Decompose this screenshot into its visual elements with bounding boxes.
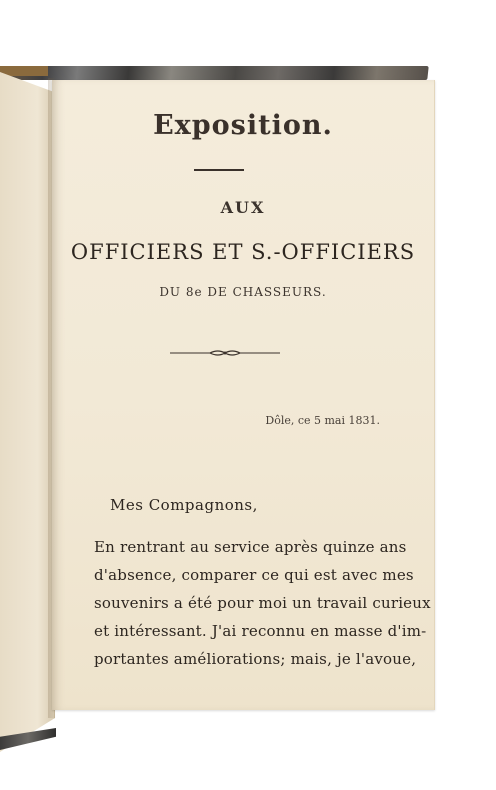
- body-line: et intéressant. J'ai reconnu en masse d'im-: [94, 622, 427, 640]
- heading-officiers: OFFICIERS ET S.-OFFICIERS: [70, 240, 416, 264]
- title-page: [52, 80, 435, 710]
- title-rule: [194, 169, 244, 171]
- heading-regiment: DU 8e DE CHASSEURS.: [159, 285, 327, 299]
- left-leaf: [0, 72, 55, 752]
- place-date: Dôle, ce 5 mai 1831.: [265, 414, 380, 427]
- marbled-top-edge: [0, 66, 429, 80]
- ornament-rule-icon: [170, 348, 280, 358]
- body-line: souvenirs a été pour moi un travail curieux: [94, 594, 431, 612]
- body-line: En rentrant au service après quinze ans: [94, 538, 407, 556]
- salutation: Mes Compagnons,: [110, 496, 258, 514]
- page-title: Exposition.: [153, 110, 333, 141]
- body-line: portantes améliorations; mais, je l'avoue,: [94, 650, 417, 668]
- spine-leather-edge: [0, 66, 48, 76]
- heading-aux: AUX: [220, 198, 266, 217]
- body-line: d'absence, comparer ce qui est avec mes: [94, 566, 414, 584]
